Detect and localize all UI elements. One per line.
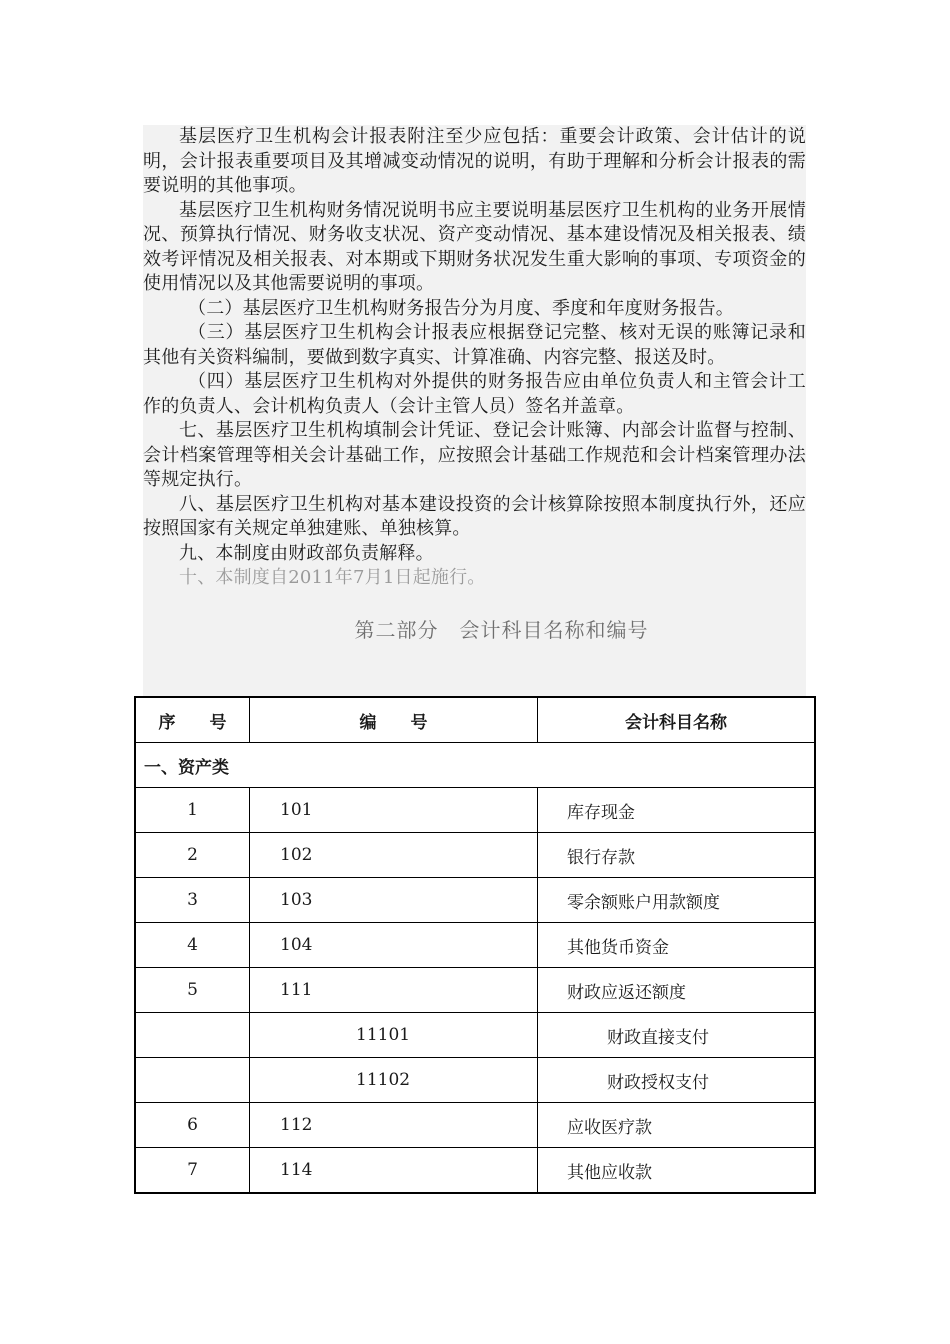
account-table bbox=[134, 696, 816, 1194]
table-row bbox=[135, 788, 815, 833]
row-name: 财政直接支付 bbox=[538, 1013, 816, 1058]
row-name: 财政授权支付 bbox=[538, 1058, 816, 1103]
row-seq: 3 bbox=[135, 878, 250, 923]
paragraph-report-periods: （二）基层医疗卫生机构财务报告分为月度、季度和年度财务报告。 bbox=[188, 297, 734, 319]
row-seq: 1 bbox=[135, 788, 250, 833]
row-code: 114 bbox=[250, 1148, 538, 1194]
paragraph-article-8: 八、基层医疗卫生机构对基本建设投资的会计核算除按照本制度执行外，还应按照国家有关规定单独建账、单独核算。 bbox=[143, 493, 806, 539]
row-code: 11102 bbox=[250, 1058, 538, 1103]
row-seq bbox=[135, 1058, 250, 1103]
row-code: 103 bbox=[250, 878, 538, 923]
table-row-sub bbox=[135, 1058, 815, 1103]
table-row bbox=[135, 1148, 815, 1194]
table-row bbox=[135, 878, 815, 923]
header-name: 会计科目名称 bbox=[538, 697, 816, 743]
row-code: 112 bbox=[250, 1103, 538, 1148]
table-row bbox=[135, 1103, 815, 1148]
row-seq bbox=[135, 1013, 250, 1058]
paragraph-report-compilation: （三）基层医疗卫生机构会计报表应根据登记完整、核对无误的账簿记录和其他有关资料编制，要做到数字真实、计算准确、内容完整、报送及时。 bbox=[143, 322, 806, 368]
row-code: 101 bbox=[250, 788, 538, 833]
row-name: 银行存款 bbox=[538, 833, 816, 878]
row-seq: 2 bbox=[135, 833, 250, 878]
paragraph-article-9: 九、本制度由财政部负责解释。 bbox=[179, 542, 434, 564]
header-code: 编 号 bbox=[250, 697, 538, 743]
paragraph-financial-statement: 基层医疗卫生机构财务情况说明书应主要说明基层医疗卫生机构的业务开展情况、预算执行情况、财务收支状况、资产变动情况、基本建设情况及相关报表、绩效考评情况及相关报表、对本期或下期财务状况发生重大影响的事项、专项资金的使用情况以及其他需要说明的事项。 bbox=[143, 199, 806, 294]
paragraph-article-10: 十、本制度自2011年7月1日起施行。 bbox=[179, 567, 486, 588]
category-row bbox=[135, 743, 815, 788]
row-name: 零余额账户用款额度 bbox=[538, 878, 816, 923]
paragraph-article-7: 七、基层医疗卫生机构填制会计凭证、登记会计账簿、内部会计监督与控制、会计档案管理等相关会计基础工作，应按照会计基础工作规范和会计档案管理办法等规定执行。 bbox=[143, 420, 806, 490]
row-name: 应收医疗款 bbox=[538, 1103, 816, 1148]
row-code: 111 bbox=[250, 968, 538, 1013]
section-title: 第二部分 会计科目名称和编号 bbox=[354, 618, 649, 642]
body-text bbox=[143, 125, 806, 591]
row-seq: 7 bbox=[135, 1148, 250, 1194]
paragraph-notes: 基层医疗卫生机构会计报表附注至少应包括：重要会计政策、会计估计的说明，会计报表重要项目及其增减变动情况的说明，有助于理解和分析会计报表的需要说明的其他事项。 bbox=[143, 126, 806, 196]
paragraph-report-signing: （四）基层医疗卫生机构对外提供的财务报告应由单位负责人和主管会计工作的负责人、会计机构负责人（会计主管人员）签名并盖章。 bbox=[143, 371, 806, 417]
table-row bbox=[135, 833, 815, 878]
table-header-row bbox=[135, 697, 815, 743]
row-seq: 5 bbox=[135, 968, 250, 1013]
row-code: 11101 bbox=[250, 1013, 538, 1058]
row-seq: 6 bbox=[135, 1103, 250, 1148]
table-row bbox=[135, 923, 815, 968]
row-name: 库存现金 bbox=[538, 788, 816, 833]
row-seq: 4 bbox=[135, 923, 250, 968]
row-code: 102 bbox=[250, 833, 538, 878]
category-label: 一、资产类 bbox=[135, 743, 815, 788]
row-name: 财政应返还额度 bbox=[538, 968, 816, 1013]
header-seq: 序 号 bbox=[135, 697, 250, 743]
table-row-sub bbox=[135, 1013, 815, 1058]
row-name: 其他应收款 bbox=[538, 1148, 816, 1194]
row-name: 其他货币资金 bbox=[538, 923, 816, 968]
row-code: 104 bbox=[250, 923, 538, 968]
table-row bbox=[135, 968, 815, 1013]
